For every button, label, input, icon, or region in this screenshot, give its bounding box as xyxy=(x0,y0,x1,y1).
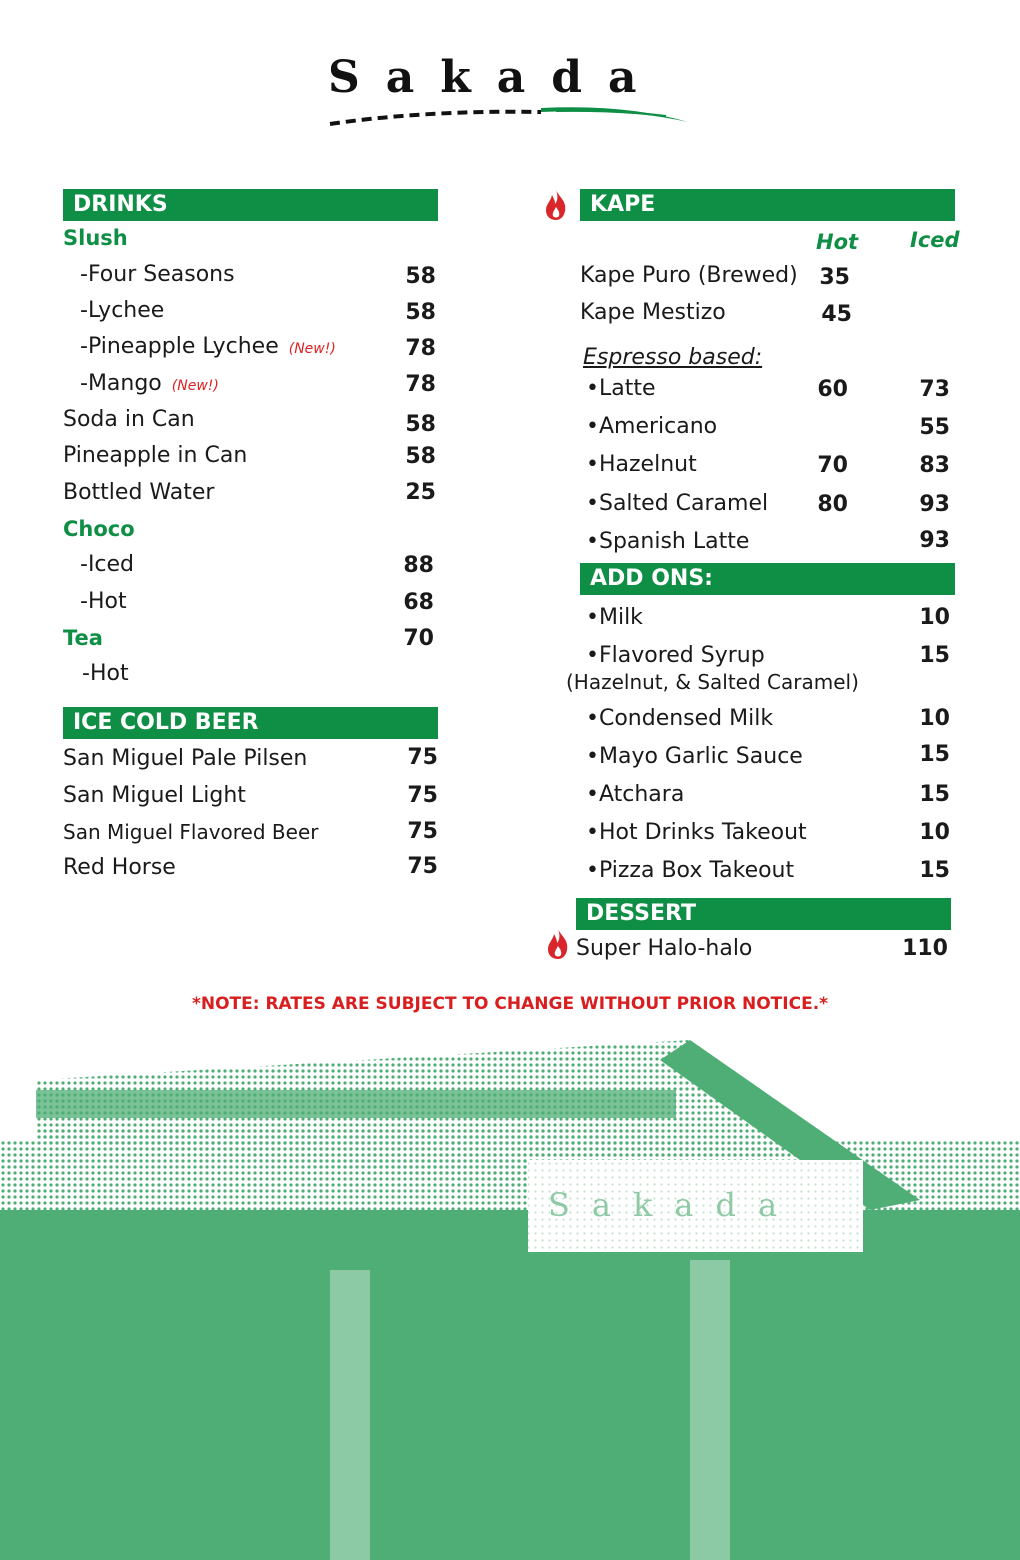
menu-item: •Mayo Garlic Sauce xyxy=(586,744,803,769)
menu-price: 15 xyxy=(919,858,950,883)
menu-price-iced: 93 xyxy=(919,492,950,517)
menu-price-hot: 60 xyxy=(817,377,848,402)
menu-item-note: (Hazelnut, & Salted Caramel) xyxy=(566,670,859,694)
column-hot-label: Hot xyxy=(816,230,859,254)
storefront-sign: Sakada xyxy=(548,1186,800,1224)
menu-item: Pineapple in Can xyxy=(63,443,248,468)
menu-item: San Miguel Pale Pilsen xyxy=(63,746,308,771)
brand-name: Sakada xyxy=(328,52,663,103)
dessert-header: DESSERT xyxy=(576,898,951,930)
price-notice: *NOTE: RATES ARE SUBJECT TO CHANGE WITHOUT PRIOR NOTICE.* xyxy=(191,994,829,1014)
menu-item: •Salted Caramel xyxy=(586,491,769,516)
choco-label: Choco xyxy=(63,517,135,541)
menu-price-hot: 70 xyxy=(817,453,848,478)
item-name: -Pineapple Lychee xyxy=(80,334,279,359)
menu-price: 70 xyxy=(403,626,434,651)
tea-label: Tea xyxy=(63,626,103,650)
menu-price: 58 xyxy=(405,444,436,469)
menu-item: •Condensed Milk xyxy=(586,706,774,731)
fire-icon xyxy=(545,928,571,960)
menu-item: -Iced xyxy=(80,552,135,577)
menu-price-iced: 93 xyxy=(919,528,950,553)
menu-item: -Hot xyxy=(80,589,127,614)
menu-price: 15 xyxy=(919,643,950,668)
menu-item: •Milk xyxy=(586,605,643,630)
menu-price-iced: 83 xyxy=(919,453,950,478)
menu-item: •Hazelnut xyxy=(586,452,697,477)
menu-item: Bottled Water xyxy=(63,480,215,505)
menu-item: •Flavored Syrup xyxy=(586,643,765,668)
menu-price: 10 xyxy=(919,605,950,630)
beer-header: ICE COLD BEER xyxy=(63,707,438,739)
new-badge: (New!) xyxy=(171,378,219,394)
menu-price: 15 xyxy=(919,742,950,767)
menu-price: 10 xyxy=(919,706,950,731)
menu-price-hot: 80 xyxy=(817,492,848,517)
espresso-label: Espresso based: xyxy=(583,345,763,370)
column-iced-label: Iced xyxy=(910,228,960,252)
menu-price: 78 xyxy=(405,372,436,397)
menu-item: •Spanish Latte xyxy=(586,529,750,554)
menu-item: San Miguel Light xyxy=(63,783,246,808)
drinks-header: DRINKS xyxy=(63,189,438,221)
menu-price: 15 xyxy=(919,782,950,807)
menu-price: 75 xyxy=(407,783,438,808)
menu-item: Soda in Can xyxy=(63,407,195,432)
new-badge: (New!) xyxy=(288,341,336,357)
menu-item: San Miguel Flavored Beer xyxy=(63,820,319,844)
menu-item: •Hot Drinks Takeout xyxy=(586,820,807,845)
menu-item xyxy=(80,371,219,396)
menu-price: 10 xyxy=(919,820,950,845)
item-name: -Mango xyxy=(80,371,162,396)
menu-item: Kape Mestizo xyxy=(580,300,726,325)
storefront-photo xyxy=(0,1020,1020,1560)
menu-price: 68 xyxy=(403,590,434,615)
menu-item: •Pizza Box Takeout xyxy=(586,858,795,883)
menu-item xyxy=(80,334,336,359)
kape-header: KAPE xyxy=(580,189,955,221)
menu-price-iced: 73 xyxy=(919,377,950,402)
menu-price: 58 xyxy=(405,412,436,437)
menu-price: 75 xyxy=(407,819,438,844)
menu-price: 75 xyxy=(407,745,438,770)
menu-item: •Atchara xyxy=(586,782,685,807)
menu-item: Red Horse xyxy=(63,855,176,880)
menu-price: 110 xyxy=(902,936,948,961)
menu-price-iced: 55 xyxy=(919,415,950,440)
menu-item: Kape Puro (Brewed) xyxy=(580,263,798,288)
menu-item: -Four Seasons xyxy=(80,262,235,287)
addons-header: ADD ONS: xyxy=(580,563,955,595)
menu-item: -Hot xyxy=(82,661,129,686)
menu-price: 58 xyxy=(405,300,436,325)
menu-price-hot: 35 xyxy=(819,265,850,290)
fire-icon xyxy=(543,189,569,221)
menu-price-hot: 45 xyxy=(821,302,852,327)
logo-swoosh-icon xyxy=(326,100,696,130)
menu-item: •Americano xyxy=(586,414,718,439)
menu-item: •Latte xyxy=(586,376,656,401)
menu-price: 58 xyxy=(405,264,436,289)
menu-item: -Lychee xyxy=(80,298,165,323)
menu-price: 88 xyxy=(403,553,434,578)
brand-logo xyxy=(0,52,1020,132)
menu-price: 78 xyxy=(405,336,436,361)
slush-label: Slush xyxy=(63,226,128,250)
menu-item: Super Halo-halo xyxy=(576,936,753,961)
menu-price: 75 xyxy=(407,854,438,879)
menu-price: 25 xyxy=(405,480,436,505)
